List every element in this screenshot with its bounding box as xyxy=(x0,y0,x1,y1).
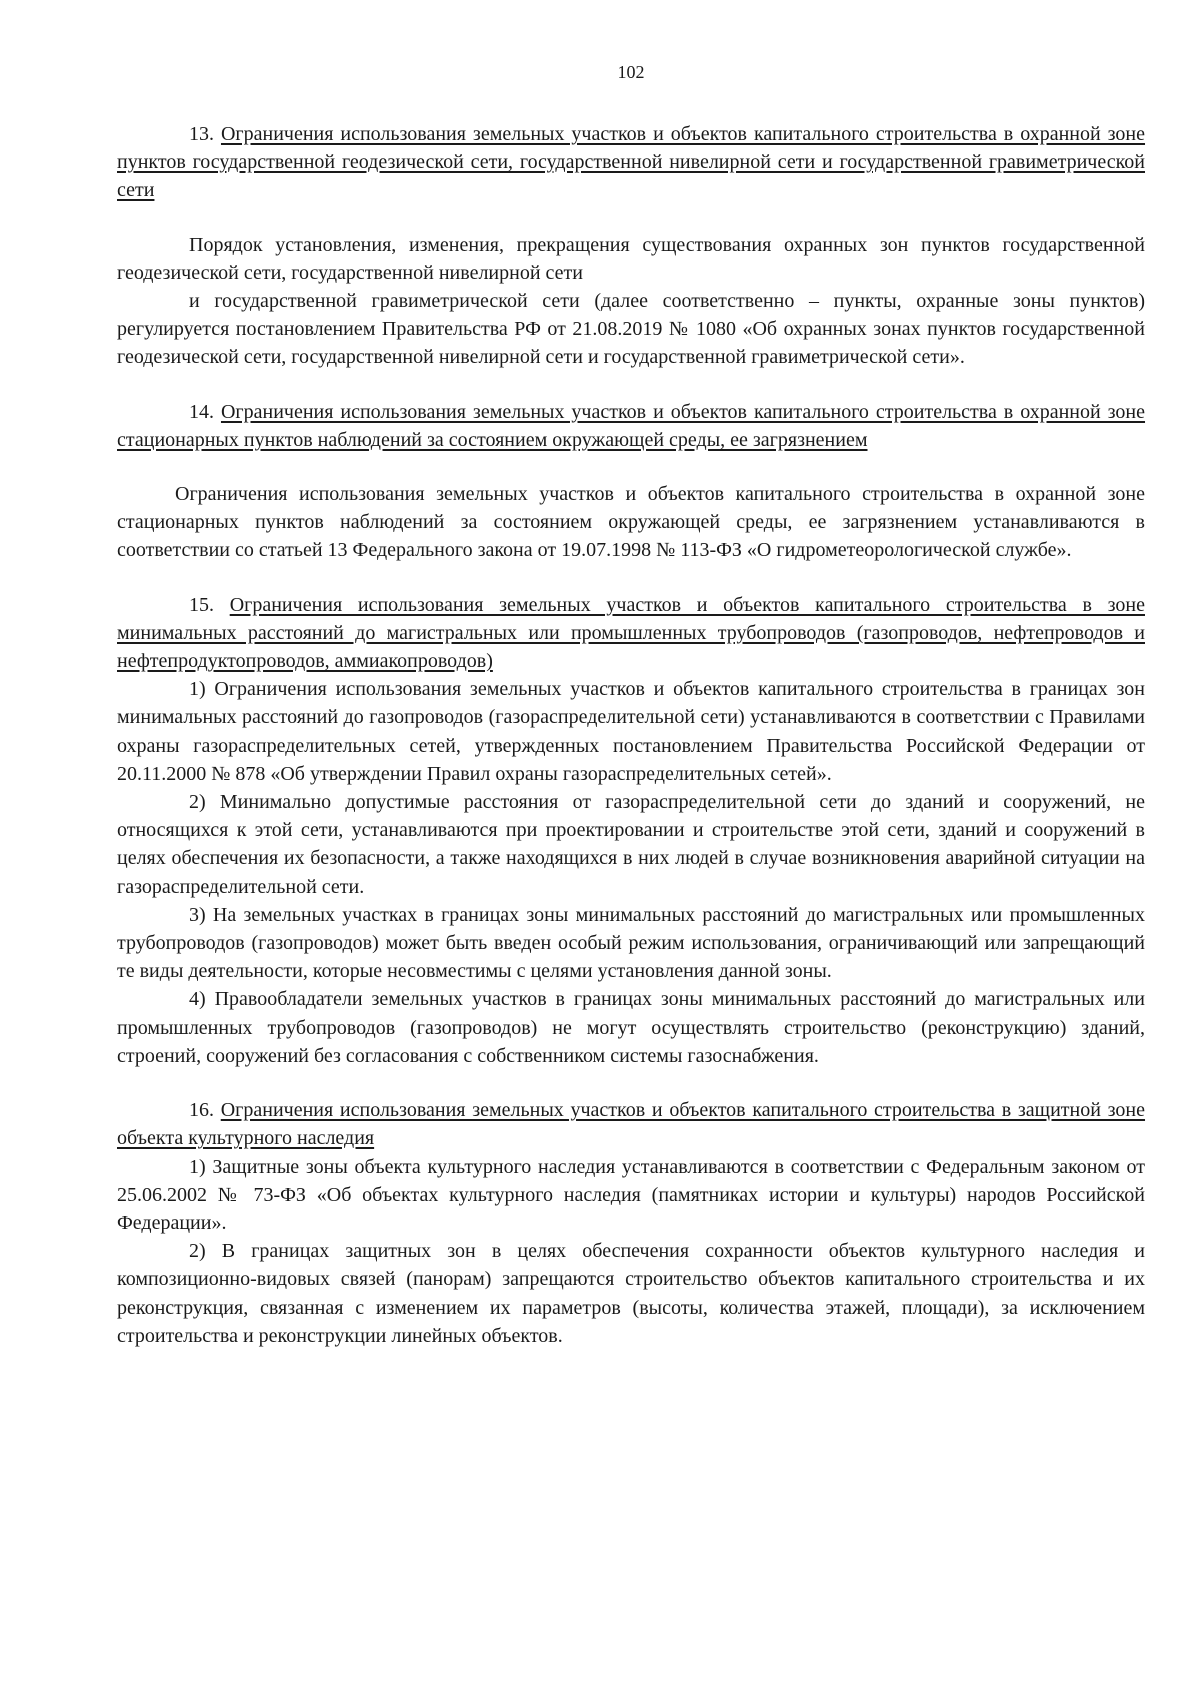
section-title: Ограничения использования земельных участков и объектов капитального строительства в охранной зоне стационарных пунктов наблюдений за состоянием окружающей среды, ее загрязнением xyxy=(117,400,1146,451)
list-item: 3) На земельных участках в границах зоны минимальных расстояний до магистральных или промышленных трубопроводов (газопроводов) может быть введен особый режим использования, ограничивающий или запрещающий те виды деятельности, которые несовместимы с целями установления данной зоны. xyxy=(117,903,1145,983)
paragraph: и государственной гравиметрической сети (далее соответственно – пункты, охранные зоны пунктов) регулируется постановлением Правительства РФ от 21.08.2019 № 1080 «Об охранных зонах пунктов государственной геодезической сети, государственной нивелирной сети и государственной гравиметрической сети». xyxy=(117,290,1145,369)
document-page xyxy=(117,60,1145,1376)
section-heading xyxy=(117,120,1145,205)
section-title: Ограничения использования земельных участков и объектов капитального строительства в защитной зоне объекта культурного наследия xyxy=(117,1099,1146,1150)
paragraph: Ограничения использования земельных участков и объектов капитального строительства в охранной зоне стационарных пунктов наблюдений за состоянием окружающей среды, ее загрязнением устанавливаются в соответствии со статьей 13 Федерального закона от 19.07.1998 № 113-ФЗ «О гидрометеорологической службе». xyxy=(117,483,1145,562)
list-item: 2) В границах защитных зон в целях обеспечения сохранности объектов культурного наследия и композиционно-видовых связей (панорам) запрещаются строительство объектов капитального строительства и их реконструкция, связанная с изменением их параметров (высоты, количества этажей, площади), за исключением строительства и реконструкции линейных объектов. xyxy=(117,1240,1145,1347)
section-16 xyxy=(117,1096,1145,1350)
section-title: Ограничения использования земельных участков и объектов капитального строительства в зоне минимальных расстояний до магистральных или промышленных трубопроводов (газопроводов, нефтепроводов и нефтепродуктопроводов, аммиакопроводов) xyxy=(117,593,1145,673)
section-number: 15. xyxy=(189,593,214,616)
section-15 xyxy=(117,591,1145,1070)
section-14 xyxy=(117,398,1145,565)
section-13 xyxy=(117,120,1145,372)
list-item: 1) Ограничения использования земельных участков и объектов капитального строительства в границах зон минимальных расстояний до газопроводов (газораспределительной сети) устанавливаются в соответствии с Правилами охраны газораспределительных сетей, утвержденных постановлением Правительства Российской Федерации от 20.11.2000 № 878 «Об утверждении Правил охраны газораспределительных сетей». xyxy=(117,678,1145,785)
paragraph: Порядок установления, изменения, прекращения существования охранных зон пунктов государственной геодезической сети, государственной нивелирной сети xyxy=(117,233,1145,284)
section-heading xyxy=(117,1096,1145,1152)
list-item: 4) Правообладатели земельных участков в границах зоны минимальных расстояний до магистральных или промышленных трубопроводов (газопроводов) не могут осуществлять строительство (реконструкцию) зданий, строений, сооружений без согласования с собственником системы газоснабжения. xyxy=(117,988,1145,1067)
page-number: 102 xyxy=(617,62,645,82)
section-number: 14. xyxy=(189,400,214,423)
list-item: 2) Минимально допустимые расстояния от газораспределительной сети до зданий и сооружений, не относящихся к этой сети, устанавливаются при проектировании и строительстве этой сети, зданий и сооружений в целях обеспечения их безопасности, а также находящихся в них людей в случае возникновения аварийной ситуации на газораспределительной сети. xyxy=(117,791,1145,898)
section-heading xyxy=(117,398,1145,454)
list-item: 1) Защитные зоны объекта культурного наследия устанавливаются в соответствии с Федеральным законом от 25.06.2002 № 73-ФЗ «Об объектах культурного наследия (памятниках истории и культуры) народов Российской Федерации». xyxy=(117,1155,1145,1234)
section-heading xyxy=(117,591,1145,676)
section-title: Ограничения использования земельных участков и объектов капитального строительства в охранной зоне пунктов государственной геодезической сети, государственной нивелирной сети и государственной гравиметрической сети xyxy=(117,123,1146,202)
section-number: 13. xyxy=(189,123,214,145)
section-number: 16. xyxy=(189,1099,214,1122)
